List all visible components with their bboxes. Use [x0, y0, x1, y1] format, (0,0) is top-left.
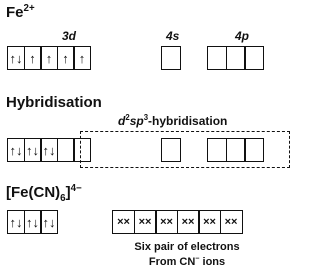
caption-line-2	[112, 256, 262, 268]
label-sp-sup: 3	[143, 113, 149, 122]
caption-sup: −	[195, 254, 200, 263]
label-3d: 3d	[62, 29, 77, 43]
orbital-box: ↑	[24, 46, 42, 70]
orbital-box: ↑↓	[7, 46, 25, 70]
orbital-box	[226, 46, 246, 70]
hybrid-4p-orbitals	[207, 138, 264, 162]
orbital-box	[161, 46, 181, 70]
orbital-box: ↑	[57, 46, 75, 70]
orbital-box: ↑↓	[7, 138, 25, 162]
fe-4p-orbitals	[207, 46, 264, 70]
label-d: d	[118, 114, 126, 128]
orbital-box: ↑↓	[40, 138, 58, 162]
hybrid-4s-orbital	[161, 138, 181, 162]
complex-heading	[6, 183, 82, 204]
orbital-box	[244, 138, 264, 162]
formula-close: ]	[65, 184, 71, 201]
orbital-box: ↑↓	[24, 138, 42, 162]
fe-4s-orbital	[161, 46, 181, 70]
complex-charge: 4−	[70, 183, 82, 194]
fe-ion-heading	[6, 4, 35, 21]
orbital-box: ↑↓	[40, 210, 58, 234]
fe-3d-orbitals	[7, 46, 91, 70]
electron-pair-box: ××	[155, 210, 178, 234]
orbital-box: ↑	[40, 46, 58, 70]
orbital-box	[244, 46, 264, 70]
orbital-box	[207, 46, 227, 70]
orbital-box: ↑↓	[7, 210, 25, 234]
caption-line-1: Six pair of electrons	[134, 241, 240, 253]
label-4p: 4p	[235, 29, 250, 43]
orbital-box: ↑	[73, 46, 91, 70]
fe-symbol: Fe	[6, 4, 24, 21]
label-4s: 4s	[166, 29, 180, 43]
formula-sub: 6	[60, 193, 66, 204]
hybridisation-heading: Hybridisation	[6, 94, 102, 111]
hybrid-3d-orbitals	[7, 138, 91, 162]
caption-suffix: ions	[199, 256, 226, 268]
orbital-box	[57, 138, 75, 162]
electron-pair-box: ××	[220, 210, 243, 234]
fe-charge: 2+	[23, 3, 35, 14]
orbital-box: ↑↓	[24, 210, 42, 234]
caption-prefix: From CN	[148, 256, 196, 268]
orbital-box	[226, 138, 246, 162]
electron-pair-box: ××	[134, 210, 157, 234]
electron-pair-box: ××	[177, 210, 200, 234]
electron-pair-box: ××	[112, 210, 135, 234]
orbital-box	[207, 138, 227, 162]
d2sp3-label	[118, 114, 227, 128]
orbital-box	[161, 138, 181, 162]
formula-open: [Fe(CN)	[6, 184, 61, 201]
label-d-sup: 2	[125, 113, 130, 122]
ligand-electron-pairs	[112, 210, 243, 234]
complex-3d-orbitals	[7, 210, 58, 234]
electron-pair-box: ××	[198, 210, 221, 234]
label-suffix: -hybridisation	[148, 114, 228, 128]
label-sp: sp	[129, 114, 144, 128]
orbital-box	[73, 138, 91, 162]
